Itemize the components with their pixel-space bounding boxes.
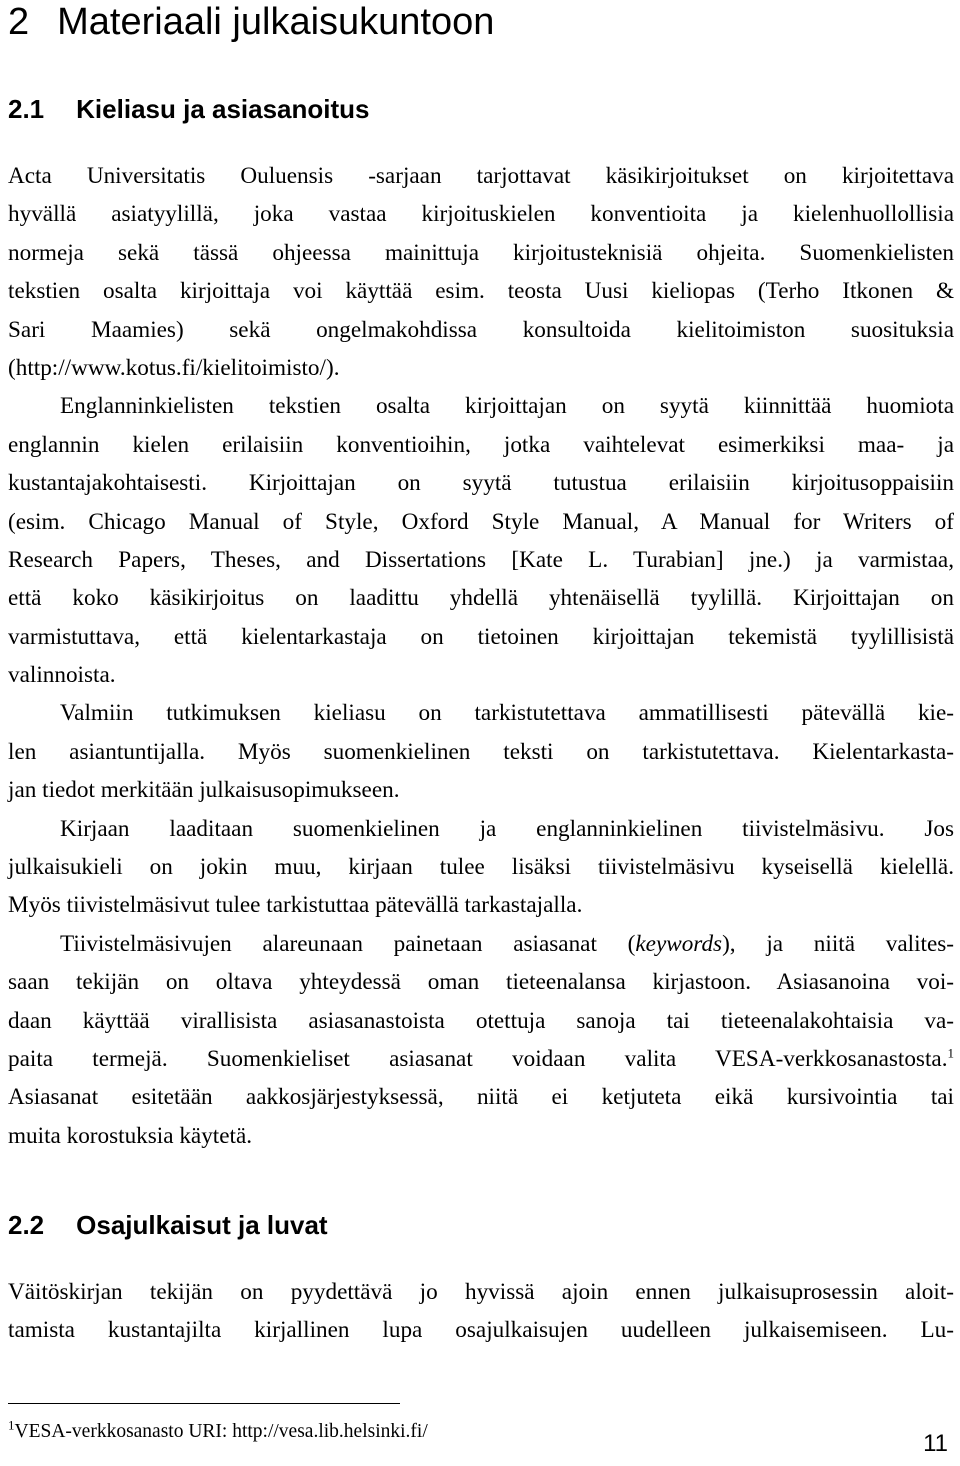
text-line: että koko käsikirjoitus on laadittu yhdellä yhtenäisellä tyylillä. Kirjoittajan on bbox=[8, 585, 954, 612]
footnote bbox=[8, 1417, 428, 1444]
text-line: len asiantuntijalla. Myös suomenkielinen teksti on tarkistutettava. Kielentarkasta- bbox=[8, 738, 954, 765]
text-line: normeja sekä tässä ohjeessa mainittuja kirjoitusteknisiä ohjeita. Suomenkielisten bbox=[8, 239, 954, 266]
paragraph bbox=[8, 387, 954, 694]
text-line bbox=[8, 925, 954, 963]
paragraph bbox=[8, 694, 954, 809]
text-line: Englanninkielisten tekstien osalta kirjoittajan on syytä kiinnittää huomiota bbox=[60, 393, 954, 420]
text-line: Väitöskirjan tekijän on pyydettävä jo hyvissä ajoin ennen julkaisuprosessin aloit- bbox=[8, 1279, 954, 1305]
text-line: (http://www.kotus.fi/kielitoimisto/). bbox=[8, 354, 340, 381]
section-title: Kieliasu ja asiasanoitus bbox=[76, 94, 370, 124]
text-line: hyvällä asiatyylillä, joka vastaa kirjoituskielen konventioita ja kielenhuollollisia bbox=[8, 201, 954, 228]
text-line: Acta Universitatis Ouluensis -sarjaan tarjottavat käsikirjoitukset on kirjoitettava bbox=[8, 163, 954, 189]
text-line: daan käyttää virallisista asiasanastoista otettuja sanoja tai tieteenalakohtaisia va- bbox=[8, 1007, 954, 1034]
page-number: 11 bbox=[923, 1430, 948, 1457]
text-line bbox=[8, 1040, 954, 1078]
text-line: (esim. Chicago Manual of Style, Oxford Style Manual, A Manual for Writers of bbox=[8, 508, 954, 535]
footnote-mark: 1 bbox=[8, 1417, 15, 1433]
text-line: Valmiin tutkimuksen kieliasu on tarkistutettava ammatillisesti pätevällä kie- bbox=[60, 700, 954, 727]
text-line: tamista kustantajilta kirjallinen lupa osajulkaisujen uudelleen julkaisemiseen. Lu- bbox=[8, 1317, 954, 1344]
section-2-1-body bbox=[8, 157, 954, 1155]
footnote-text: VESA-verkkosanasto URI: http://vesa.lib.helsinki.fi/ bbox=[14, 1421, 428, 1442]
section-number: 2.1 bbox=[8, 94, 45, 124]
text-line: Kirjaan laaditaan suomenkielinen ja englanninkielinen tiivistelmäsivu. Jos bbox=[60, 815, 954, 842]
text-line: muita korostuksia käytetä. bbox=[8, 1122, 253, 1149]
section-heading-2-1 bbox=[8, 94, 370, 124]
section-number: 2.2 bbox=[8, 1210, 45, 1240]
section-2-2-body bbox=[8, 1273, 954, 1350]
text-line: jan tiedot merkitään julkaisusopimukseen. bbox=[8, 777, 400, 804]
chapter-number: 2 bbox=[8, 1, 30, 43]
text-line: Asiasanat esitetään aakkosjärjestyksessä, niitä ei ketjuteta eikä kursivointia tai bbox=[8, 1084, 954, 1111]
text-line: julkaisukieli on jokin muu, kirjaan tulee lisäksi tiivistelmäsivu kyseisellä kielellä. bbox=[8, 854, 954, 881]
text-line: Sari Maamies) sekä ongelmakohdissa konsultoida kielitoimiston suosituksia bbox=[8, 316, 954, 343]
text-line: Research Papers, Theses, and Dissertations [Kate L. Turabian] jne.) ja varmistaa, bbox=[8, 546, 954, 573]
paragraph bbox=[8, 925, 954, 1155]
chapter-title: Materiaali julkaisukuntoon bbox=[57, 1, 495, 43]
text-line: varmistuttava, että kielentarkastaja on tietoinen kirjoittajan tekemistä tyylillisistä bbox=[8, 623, 954, 650]
text-line: valinnoista. bbox=[8, 662, 116, 689]
paragraph bbox=[8, 157, 954, 387]
section-heading-2-2 bbox=[8, 1210, 328, 1240]
keywords-italic: keywords bbox=[635, 930, 723, 957]
paragraph bbox=[8, 810, 954, 925]
section-title: Osajulkaisut ja luvat bbox=[76, 1210, 328, 1240]
chapter-heading bbox=[8, 0, 494, 44]
footnote-divider bbox=[8, 1403, 400, 1404]
text-line: tekstien osalta kirjoittaja voi käyttää esim. teosta Uusi kieliopas (Terho Itkonen & bbox=[8, 278, 954, 305]
text-line: englannin kielen erilaisiin konventioihin, jotka vaihtelevat esimerkiksi maa- ja bbox=[8, 431, 954, 458]
text-line: kustantajakohtaisesti. Kirjoittajan on syytä tutustua erilaisiin kirjoitusoppaisiin bbox=[8, 470, 954, 497]
text-run: paita termejä. Suomenkieliset asiasanat voidaan valita VESA-verkkosanastosta. bbox=[8, 1045, 948, 1072]
text-run: Tiivistelmäsivujen alareunaan painetaan asiasanat ( bbox=[60, 930, 636, 957]
text-line: saan tekijän on oltava yhteydessä oman tieteenalansa kirjastoon. Asiasanoina voi- bbox=[8, 969, 954, 996]
text-run: ), ja niitä valites- bbox=[722, 930, 954, 957]
footnote-reference[interactable]: 1 bbox=[947, 1045, 954, 1061]
text-line: Myös tiivistelmäsivut tulee tarkistuttaa pätevällä tarkastajalla. bbox=[8, 892, 583, 919]
